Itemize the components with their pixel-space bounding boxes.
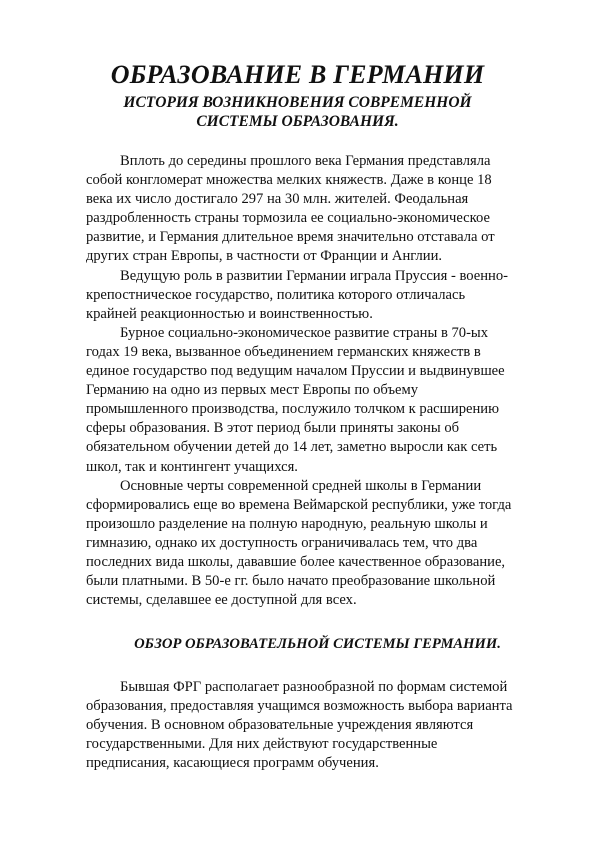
text-line: последних вида школы, дававшие более качественное образование, [86,553,506,570]
text-line: раздробленность страны тормозила ее социально-экономическое [86,210,490,227]
text-line: обучения. В основном образовательные учреждения являются [86,717,474,734]
text-line: крепостническое государство, политика которого отличалась [86,286,466,303]
section-heading: ОБЗОР ОБРАЗОВАТЕЛЬНОЙ СИСТЕМЫ ГЕРМАНИИ. [134,636,501,652]
text-line: развитие, и Германия длительное время значительно отставала от [86,229,495,246]
document-title: ОБРАЗОВАНИЕ В ГЕРМАНИИ [110,60,485,89]
overview-text [86,678,544,773]
text-line: собой конгломерат множества мелких княжеств. Даже в конце 18 [86,172,492,189]
text-line: единое государство под ведущим началом Пруссии и выдвинувшее [86,363,505,380]
text-line: образования, предоставляя учащимся возможность выбора варианта [86,698,513,715]
history-text [86,152,544,610]
paragraph [86,324,544,477]
paragraph [86,477,544,611]
text-line: сформировались еще во времена Веймарской республики, уже тогда [86,496,512,513]
text-line: сферы образования. В этот период были приняты законы об [86,420,460,437]
document-subtitle [0,93,595,131]
text-line: гимназию, однако их доступность ограничивалась тем, что два [86,534,478,551]
text-line: Основные черты современной средней школы в Германии [120,477,482,494]
text-line: годах 19 века, вызванное объединением германских княжеств в [86,343,481,360]
text-line: Бурное социально-экономическое развитие страны в 70-ых [120,324,489,341]
paragraph [86,267,544,324]
subtitle-line: ИСТОРИЯ ВОЗНИКНОВЕНИЯ СОВРЕМЕННОЙ [123,94,472,111]
subtitle-line: СИСТЕМЫ ОБРАЗОВАНИЯ. [196,113,399,130]
text-line: Германию на одно из первых мест Европы по объему [86,382,419,399]
text-line: системы, сделавшее ее доступной для всех. [86,592,357,609]
text-line: произошло разделение на полную народную, реальную школы и [86,515,488,532]
text-line: школ, так и контингент учащихся. [86,458,298,475]
text-line: века их число достигало 297 на 30 млн. жителей. Феодальная [86,191,469,208]
text-line: обязательном обучении детей до 14 лет, заметно выросли как сеть [86,439,498,456]
text-line: промышленного производства, послужило толчком к расширению [86,401,499,418]
text-line: государственными. Для них действуют государственные [86,736,438,753]
text-line: Ведущую роль в развитии Германии играла Пруссия - военно- [120,267,509,284]
text-line: предписания, касающиеся программ обучения. [86,755,379,772]
text-line: крайней реакционностью и воинственностью. [86,305,373,322]
paragraph [86,678,544,773]
paragraph [86,152,544,267]
text-line: Вплоть до середины прошлого века Германия представляла [120,153,491,169]
text-line: других стран Европы, в частности от Франции и Англии. [86,248,443,265]
text-line: были платными. В 50-е гг. было начато преобразование школьной [86,573,496,590]
text-line: Бывшая ФРГ располагает разнообразной по формам системой [120,679,508,695]
